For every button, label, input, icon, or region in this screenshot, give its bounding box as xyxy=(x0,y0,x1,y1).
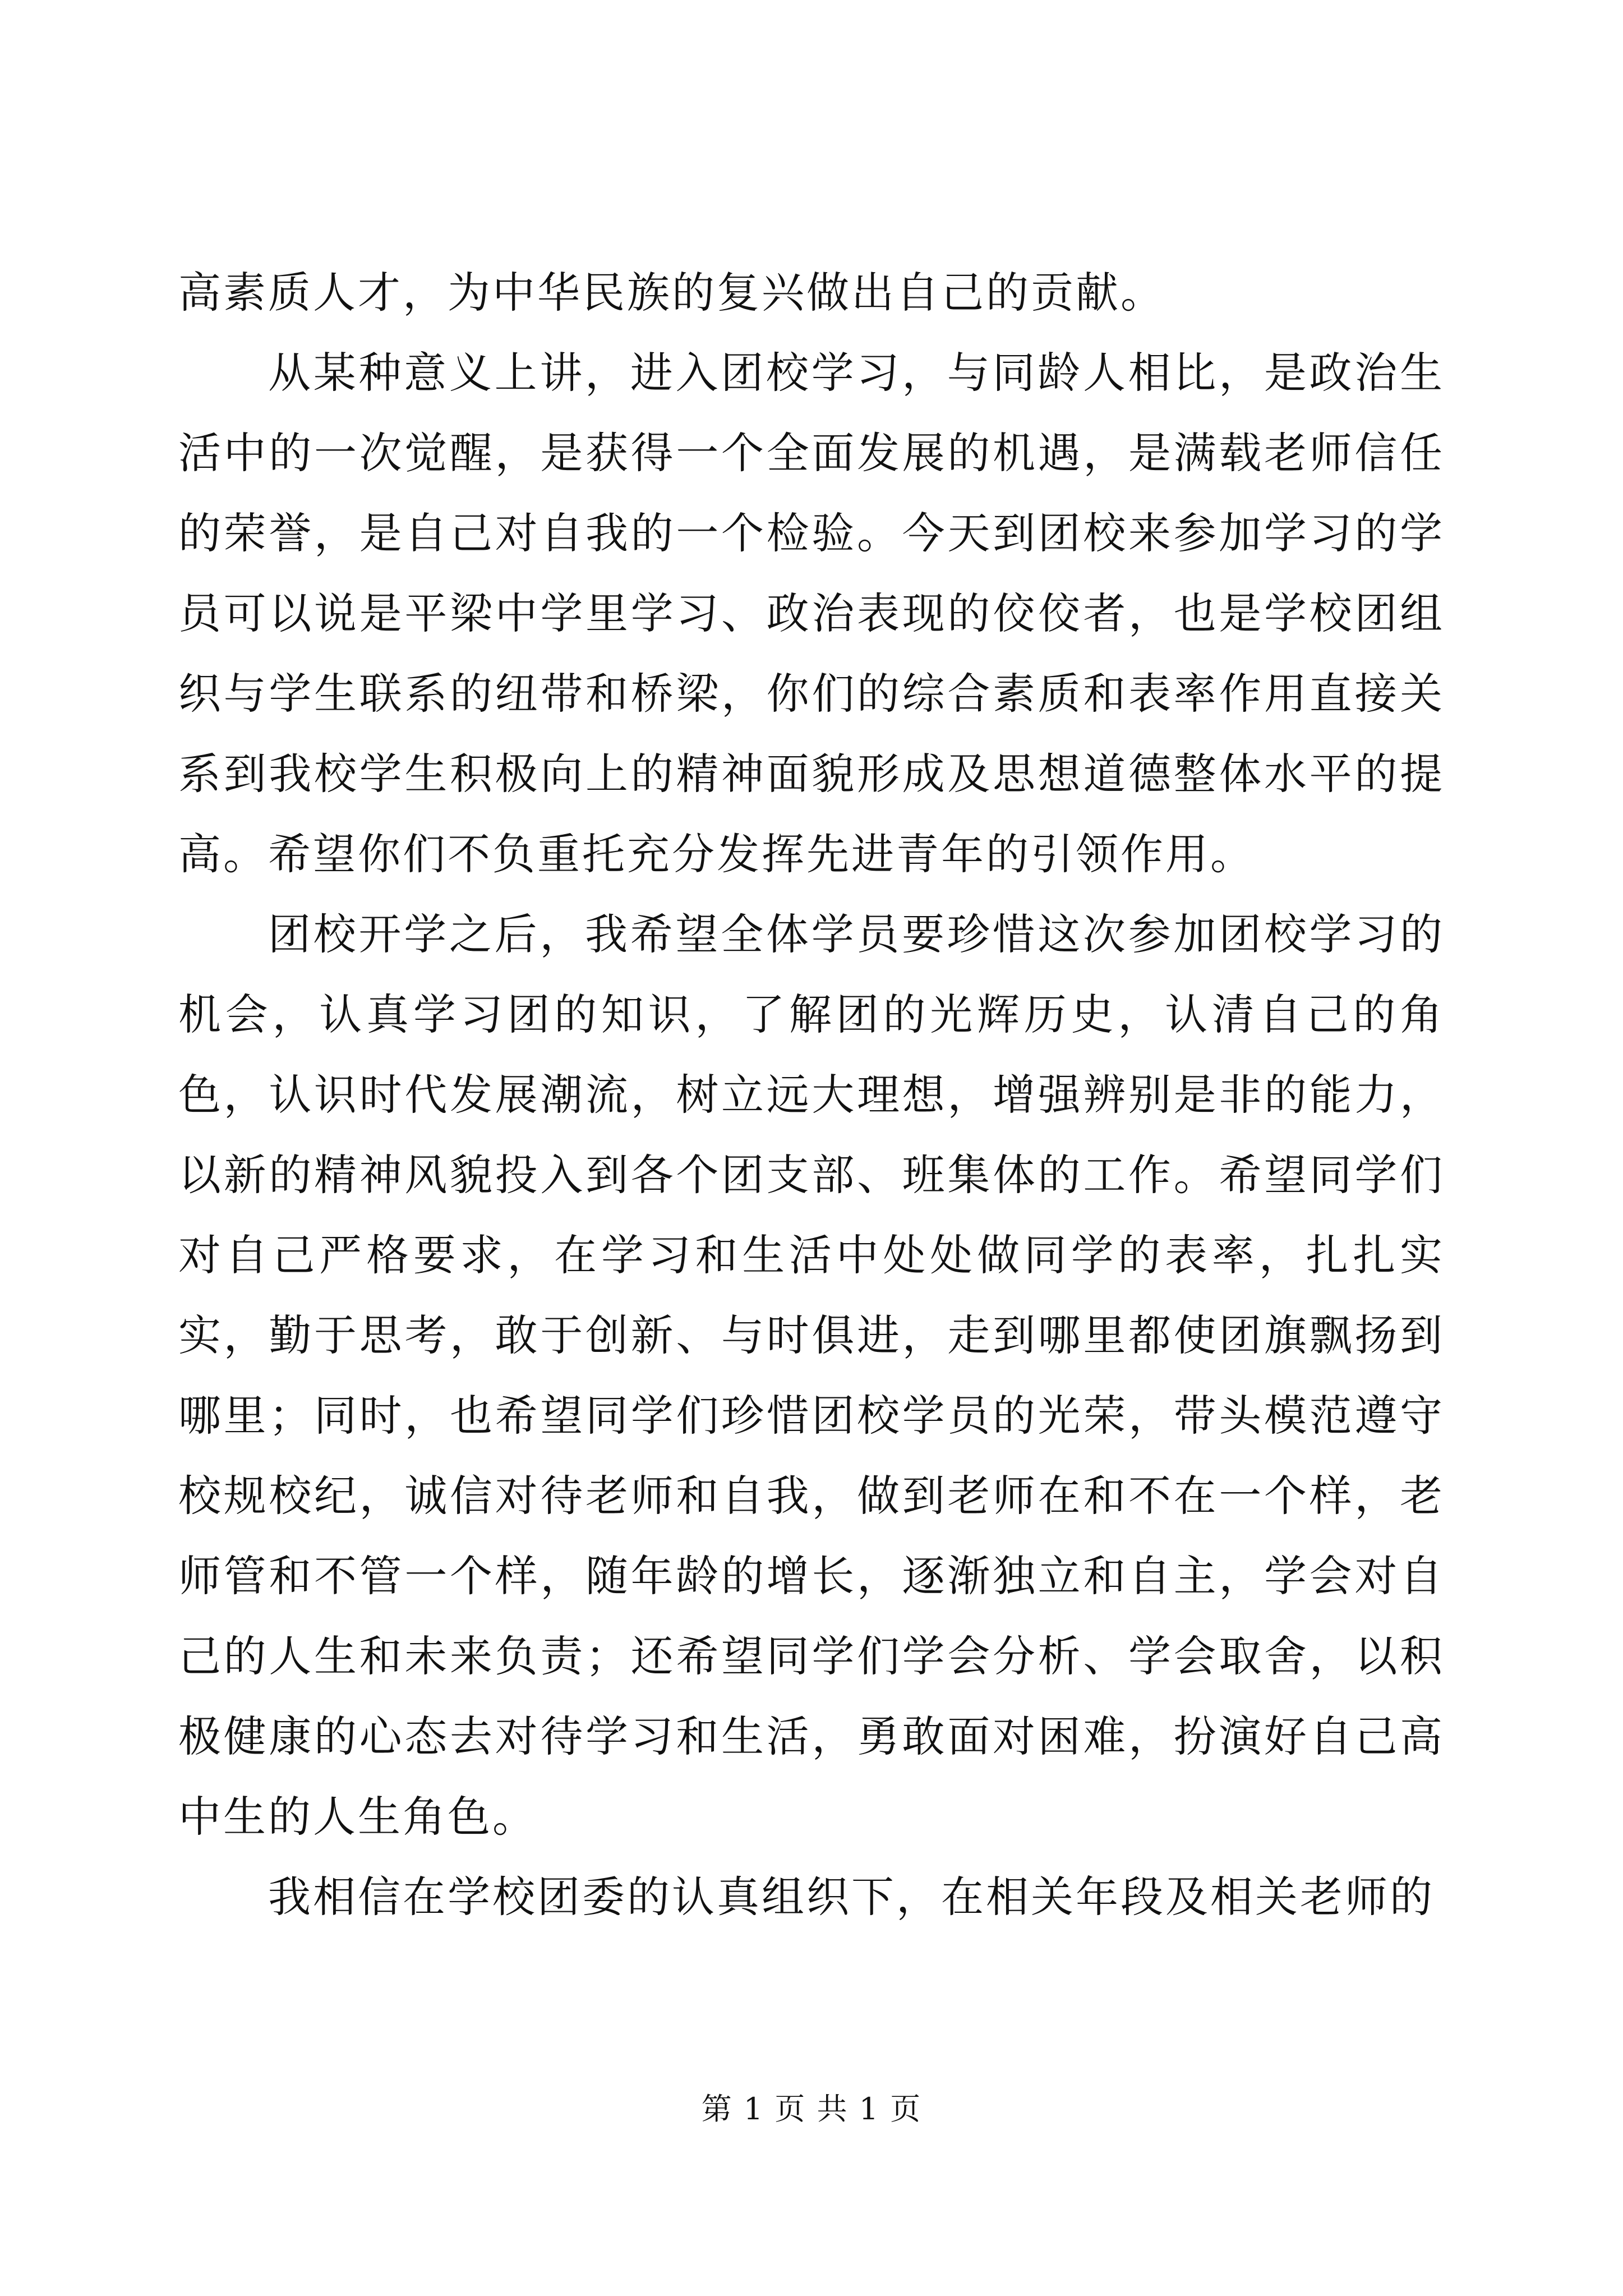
paragraph-continuation: 高素质人才，为中华民族的复兴做出自己的贡献。 xyxy=(178,268,1165,318)
paragraph-tuanxiao-significance: 从某种意义上讲，进入团校学习，与同龄人相比，是政治生活中的一次觉醒，是获得一个全面发展的机遇，是满载老师信任的荣誉，是自己对自我的一个检验。今天到团校来参加学习的学员可以说是平梁中学里学习、政治表现的佼佼者，也是学校团组织与学生联系的纽带和桥梁，你们的综合素质和表率作用直接关系到我校学生积极向上的精神面貌形成及思想道德整体水平的提高。希望你们不负重托充分发挥先进青年的引领作用。 xyxy=(178,348,1445,879)
page-footer: 第 1 页 共 1 页 xyxy=(701,2091,922,2127)
paragraph-expectations: 团校开学之后，我希望全体学员要珍惜这次参加团校学习的机会，认真学习团的知识，了解团的光辉历史，认清自己的角色，认识时代发展潮流，树立远大理想，增强辨别是非的能力，以新的精神风貌投入到各个团支部、班集体的工作。希望同学们对自己严格要求，在学习和生活中处处做同学的表率，扎扎实实，勤于思考，敢于创新、与时俱进，走到哪里都使团旗飘扬到哪里；同时，也希望同学们珍惜团校学员的光荣，带头模范遵守校规校纪，诚信对待老师和自我，做到老师在和不在一个样，老师管和不管一个样，随年龄的增长，逐渐独立和自主，学会对自己的人生和未来负责；还希望同学们学会分析、学会取舍，以积极健康的心态去对待学习和生活，勇敢面对困难，扮演好自己高中生的人生角色。 xyxy=(178,909,1445,1842)
document-body xyxy=(178,252,1445,1937)
paragraph-closing: 我相信在学校团委的认真组织下，在相关年段及相关老师的 xyxy=(268,1872,1435,1922)
